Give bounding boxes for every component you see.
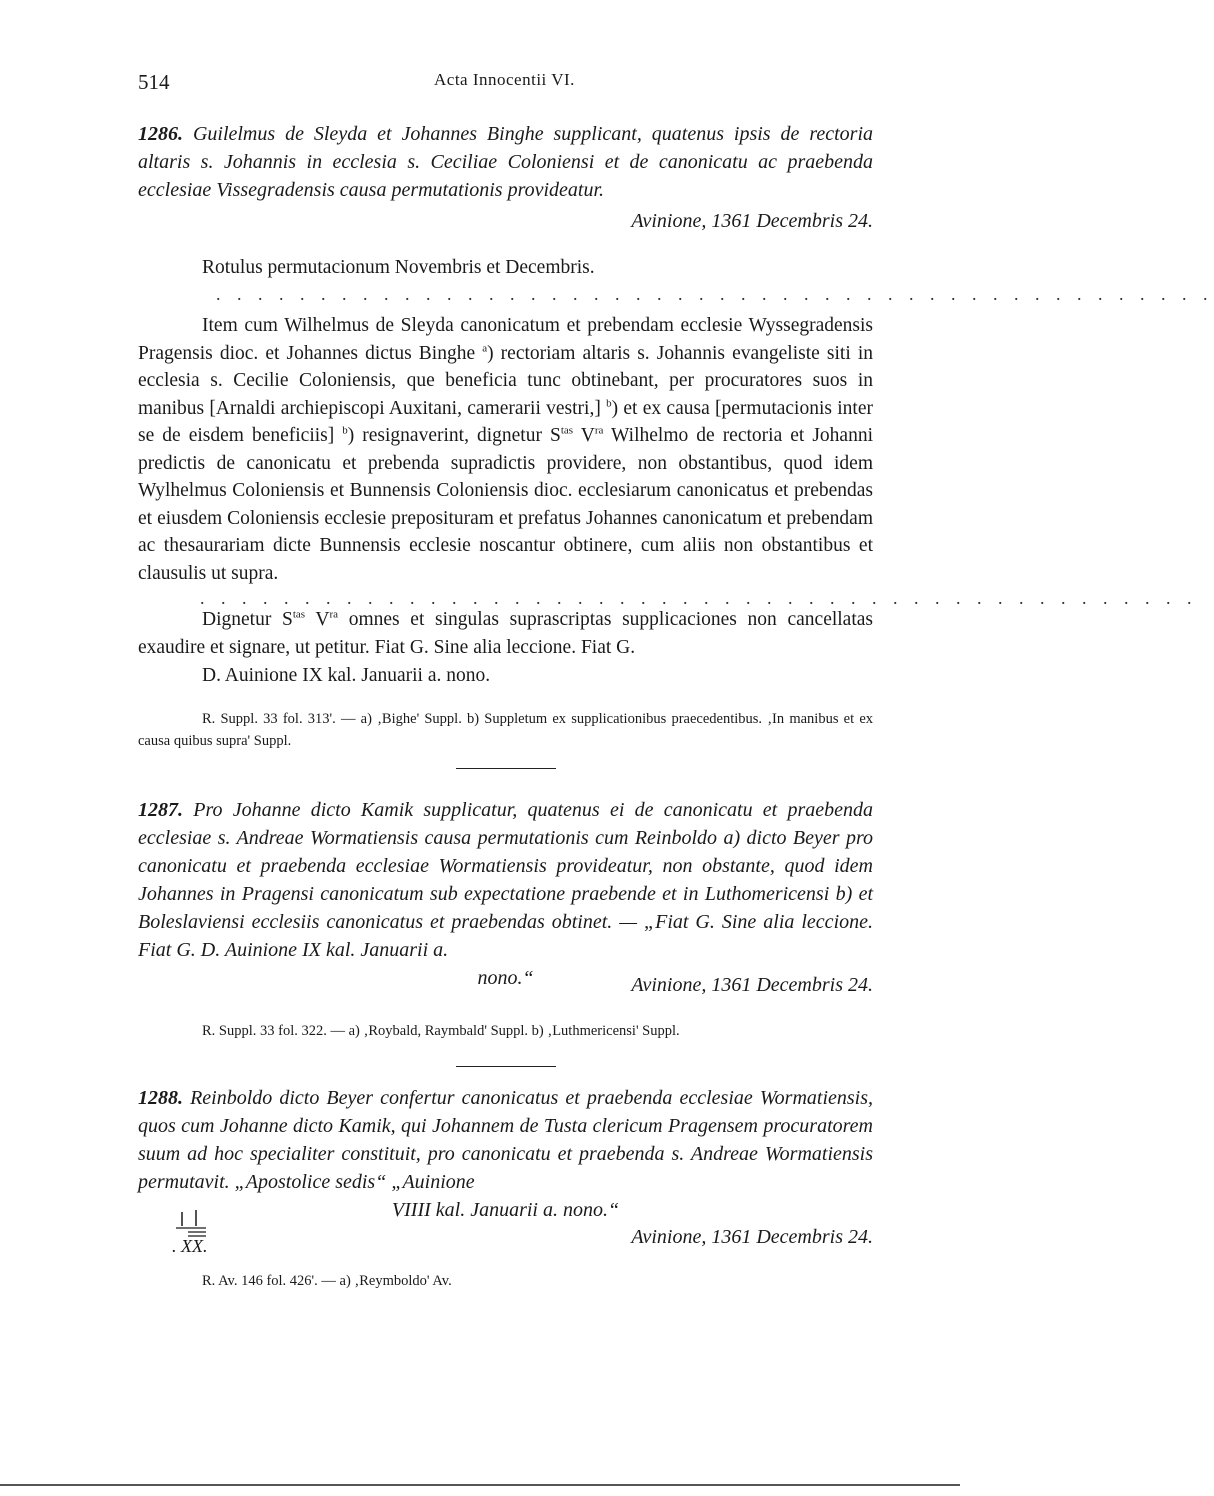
entry-date: Avinione, 1361 Decembris 24. bbox=[631, 210, 873, 232]
entry-1286-paragraph-2 bbox=[138, 606, 873, 661]
page-edge-line bbox=[0, 1484, 960, 1486]
page-header bbox=[138, 70, 878, 100]
entry-1287-date-row bbox=[138, 974, 873, 1004]
entry-1288-apparatus-note: R. Av. 146 fol. 426'. — a) ‚Reymboldo' Av. bbox=[202, 1273, 452, 1289]
text-run: ) et ex causa [permutacionis inter se de eisdem beneficiis] bbox=[138, 397, 873, 446]
footnote-marker: b bbox=[342, 424, 348, 437]
entry-summary-tail: VIIII kal. Januarii a. nono.“ bbox=[391, 1199, 620, 1221]
text-run: ) resignaverint, dignetur S bbox=[347, 425, 561, 446]
text-run: Item cum Wilhelmus de Sleyda canonicatum et prebendam ecclesie Wyssegradensis Pragensis dioc. et Johannes dictus Binghe bbox=[138, 315, 873, 364]
ellipsis-line: . . . . . . . . . . . . . . . . . . . . . . . . . . . . . . . . . . . . . . . . . . . . . . . . bbox=[200, 588, 1198, 608]
entry-1287-summary bbox=[138, 796, 873, 992]
footnote-marker: a bbox=[482, 342, 488, 354]
entry-1287-apparatus-note: R. Suppl. 33 fol. 322. — a) ‚Roybald, Raymbald' Suppl. b) ‚Luthmericensi' Suppl. bbox=[202, 1023, 680, 1039]
entry-1286-dating-line: D. Auinione IX kal. Januarii a. nono. bbox=[202, 665, 491, 686]
text-run: V bbox=[305, 609, 330, 630]
entry-summary-text: Pro Johanne dicto Kamik supplicatur, quatenus ei de canonicatu et praebenda ecclesiae s. Andreae Wormatiensis causa permutationis cum Reinboldo a) dicto Beyer pro canonicatu et praebenda ecclesiae Wormatiensis provideatur, non obstante, quod idem Johannes in Pragensi canonicatum sub expectatione praebende et in Luthomericensi b) et Boleslaviensi ecclesiis canonicatus et praebendas obtinet. — „Fiat G. Sine alia leccione. Fiat G. D. Auinione IX kal. Januarii a. bbox=[138, 799, 874, 961]
entry-1286-date-row bbox=[138, 210, 873, 240]
entry-1286-summary bbox=[138, 120, 873, 204]
section-divider bbox=[456, 1066, 556, 1067]
text-run: V bbox=[573, 425, 595, 446]
entry-number: 1286. bbox=[138, 123, 183, 145]
rotulus-heading: Rotulus permutacionum Novembris et Decembris. bbox=[202, 257, 595, 278]
entry-1288-summary bbox=[138, 1084, 873, 1224]
entry-1288-date-row bbox=[138, 1226, 873, 1256]
entry-summary-text: Reinboldo dicto Beyer confertur canonicatus et praebenda ecclesiae Wormatiensis, quos cum Johanne dicto Kamik, qui Johannem de Tusta clericum Pragensem procuratorem suum ad hoc specialiter constituit, pro canonicatu et praebenda s. Andreae Wormatiensis permutavit. „Apostolice sedis“ „Auinione bbox=[138, 1087, 874, 1193]
entry-1286-apparatus-note: R. Suppl. 33 fol. 313'. — a) ‚Bighe' Suppl. b) Suppletum ex supplicationibus praecedentibus. ‚In manibus et ex causa quibus supra' Suppl. bbox=[138, 711, 873, 749]
running-head: Acta Innocentii VI. bbox=[434, 70, 575, 89]
text-run: Dignetur S bbox=[202, 609, 293, 630]
text-run: Wilhelmo de rectoria et Johanni predictis de canonicatu et prebenda supradictis providere, non obstantibus, quod idem Wylhelmus Coloniensis et Bunnensis Coloniensis dioc. ecclesiarum canonicatus et prebendas et eiusdem Coloniensis ecclesie preposituram et prefatus Johannes canonicatum et prebendam ac thesaurariam dicte Bunnensis ecclesie noscantur obtinere, cum aliis non obstantibus et clausulis ut supra. bbox=[138, 425, 874, 584]
abbrev-superscript: ra bbox=[329, 608, 339, 621]
entry-date: Avinione, 1361 Decembris 24. bbox=[631, 974, 873, 996]
entry-summary-tail: nono.“ bbox=[477, 967, 534, 989]
ellipsis-line: . . . . . . . . . . . . . . . . . . . . . . . . . . . . . . . . . . . . . . . . . . . . . . . . bbox=[216, 284, 1214, 304]
abbrev-superscript: ra bbox=[594, 424, 604, 437]
entry-number: 1287. bbox=[138, 799, 183, 821]
entry-number: 1288. bbox=[138, 1087, 183, 1109]
abbrev-superscript: tas bbox=[560, 424, 574, 437]
section-divider bbox=[456, 768, 556, 769]
text-run: ) rectoriam altaris s. Johannis evangeliste siti in ecclesia s. Cecilie Coloniensis, que beneficia tunc obtinebant, per procuratores suos in manibus [Arnaldi archiepiscopi Auxitani, camerarii vestri,] bbox=[138, 342, 873, 419]
abbrev-superscript: tas bbox=[292, 608, 306, 621]
tax-mark: . XX. bbox=[172, 1236, 208, 1256]
entry-1286-paragraph-1 bbox=[138, 312, 873, 587]
page-number: 514 bbox=[138, 70, 170, 94]
text-run: omnes et singulas suprascriptas supplicaciones non cancellatas exaudire et signare, ut petitur. Fiat G. Sine alia leccione. Fiat G. bbox=[138, 609, 874, 658]
entry-date: Avinione, 1361 Decembris 24. bbox=[631, 1226, 873, 1248]
entry-summary-text: Guilelmus de Sleyda et Johannes Binghe supplicant, quatenus ipsis de rectoria altaris s. Johannis in ecclesia s. Ceciliae Coloniensi et de canonicatu ac praebenda ecclesiae Vissegradensis causa permutationis provideatur. bbox=[138, 123, 874, 201]
footnote-marker: b bbox=[606, 397, 612, 409]
